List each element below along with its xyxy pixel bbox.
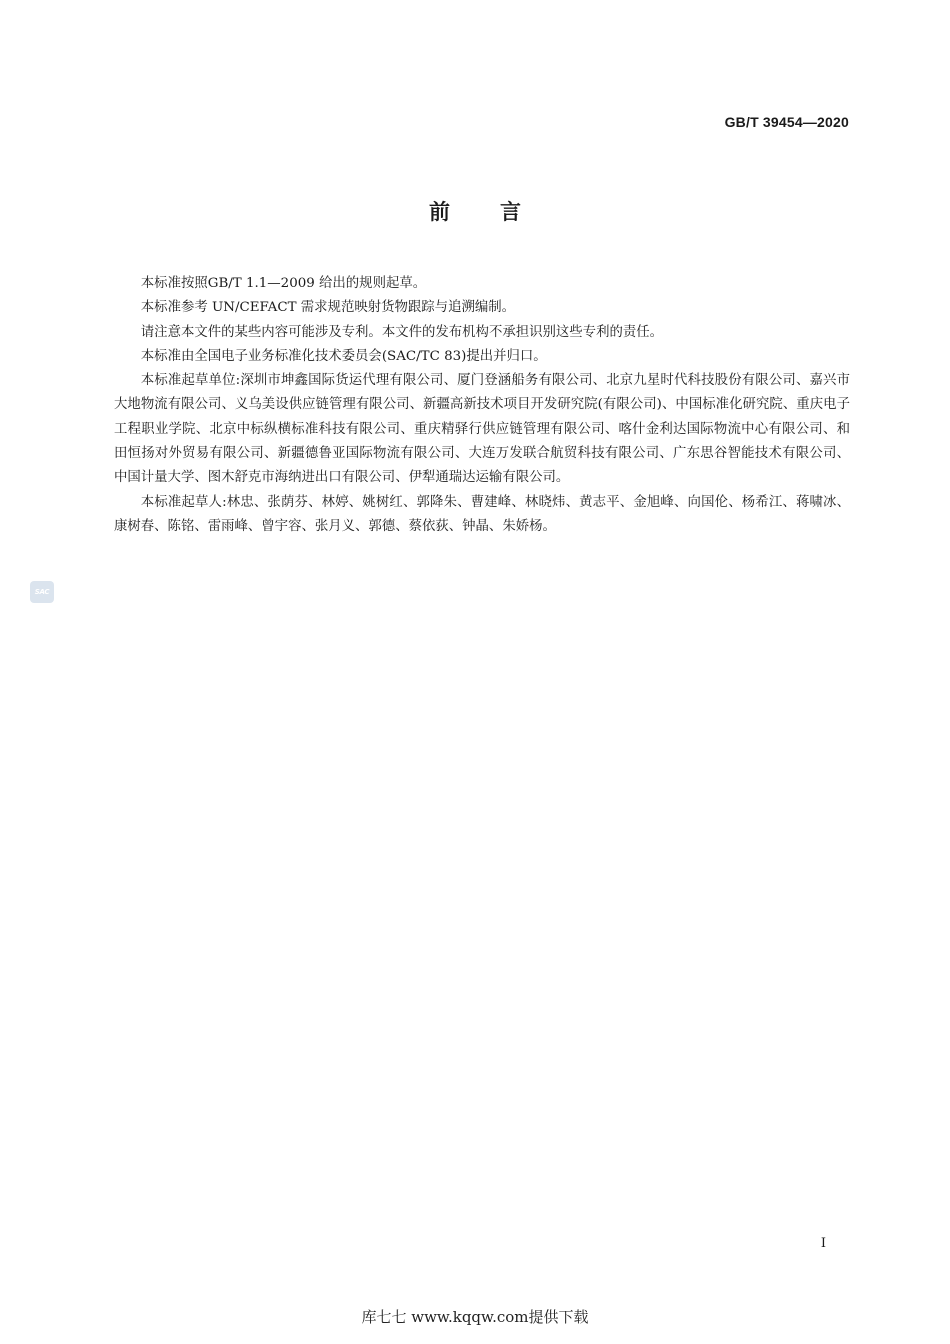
paragraph-drafters: 本标准起草人:林忠、张荫芬、林婷、姚树红、郭降朱、曹建峰、林晓炜、黄志平、金旭峰、向国伦、杨希江、蒋啸冰、康树春、陈铭、雷雨峰、曾宇容、张月义、郭德、蔡依荻、钟晶、朱娇杨。 [114,494,850,534]
standard-number: GB/T 39454—2020 [724,114,849,130]
page-number: I [820,1236,826,1251]
paragraph-patent-notice: 请注意本文件的某些内容可能涉及专利。本文件的发布机构不承担识别这些专利的责任。 [140,324,664,340]
sac-logo-icon [30,581,54,603]
page-title: 前言 [429,200,571,224]
paragraph-committee: 本标准由全国电子业务标准化技术委员会(SAC/TC 83)提出并归口。 [140,348,547,364]
paragraph-drafting-units: 本标准起草单位:深圳市坤鑫国际货运代理有限公司、厦门登涵船务有限公司、北京九星时代科技股份有限公司、嘉兴市大地物流有限公司、义乌美设供应链管理有限公司、新疆高新技术项目开发研究院(有限公司)、中国标准化研究院、重庆电子工程职业学院、北京中标纵横标准科技有限公司、重庆精驿行供应链管理有限公司、喀什金利达国际物流中心有限公司、和田恒扬对外贸易有限公司、新疆德鲁亚国际物流有限公司、大连万发联合航贸科技有限公司、广东思谷智能技术有限公司、中国计量大学、图木舒克市海纳进出口有限公司、伊犁通瑞达运输有限公司。 [114,373,850,486]
paragraph-reference: 本标准参考 UN/CEFACT 需求规范映射货物跟踪与追溯编制。 [140,300,516,316]
preface-body [114,272,850,539]
sac-logo-text: SAC [34,588,50,596]
paragraph-drafting-rules: 本标准按照GB/T 1.1—2009 给出的规则起草。 [140,276,427,291]
download-footer: 库七七 www.kqqw.com提供下载 [361,1308,589,1326]
